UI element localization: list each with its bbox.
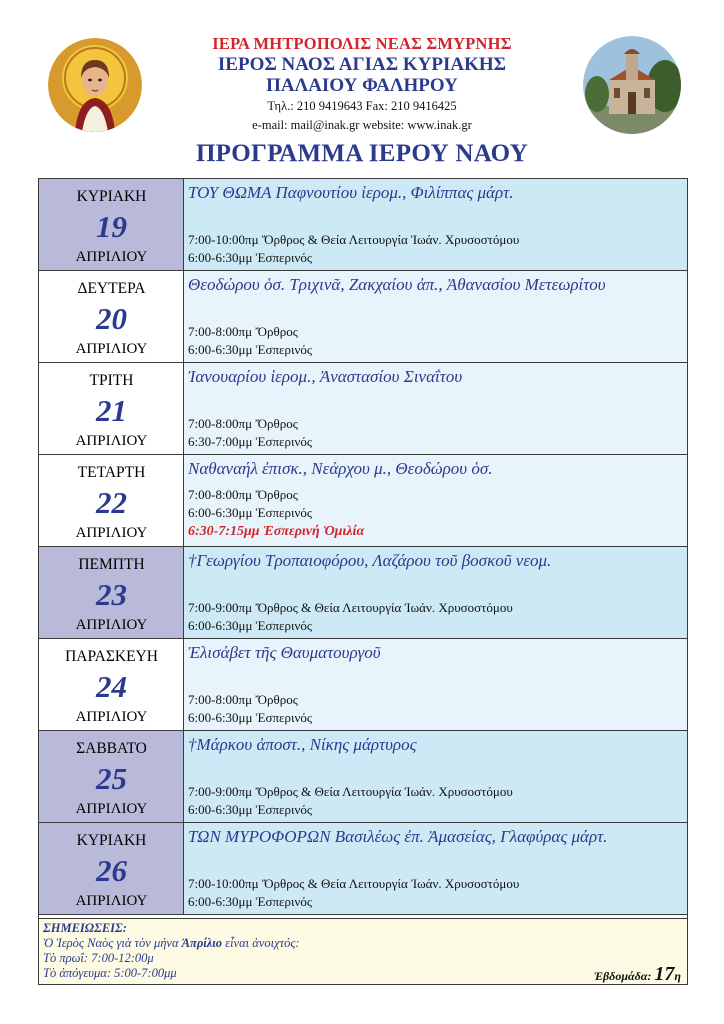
service-line: 6:00-6:30μμ Ἑσπερινός	[188, 710, 313, 725]
day-number: 24	[96, 669, 127, 704]
program-title: ΠΡΟΓΡΑΜΜΑ ΙΕΡΟΥ ΝΑΟΥ	[195, 140, 529, 167]
service-line: 7:00-10:00πμ Ὄρθρος & Θεία Λειτουργία Ἰωάν. Χρυσοστόμου	[188, 876, 520, 891]
day-name: ΤΡΙΤΗ	[89, 372, 134, 389]
notes-month: Ἀπρίλιο	[181, 936, 223, 950]
date-cell	[39, 455, 184, 546]
service-line: 6:30-7:00μμ Ἑσπερινός	[188, 434, 313, 449]
day-name: ΤΕΤΑΡΤΗ	[77, 464, 146, 481]
month-name: ΑΠΡΙΛΙΟΥ	[75, 525, 148, 541]
date-cell	[39, 547, 184, 638]
day-name: ΠΕΜΠΤΗ	[78, 556, 145, 573]
day-content	[184, 639, 687, 730]
notes-morning-hours: Τὸ πρωΐ: 7:00-12:00μ	[43, 951, 154, 965]
saints-of-day: ΤΟΥ ΘΩΜΑ Παφνουτίου ἱερομ., Φιλίππας μάρτ.	[188, 183, 514, 202]
service-line: 7:00-8:00πμ Ὄρθρος	[188, 692, 298, 707]
service-line: 7:00-9:00πμ Ὄρθρος & Θεία Λειτουργία Ἰωάν. Χρυσοστόμου	[188, 600, 513, 615]
special-event: 6:30-7:15μμ Ἑσπερινή Ὁμιλία	[188, 524, 365, 539]
service-line: 6:00-6:30μμ Ἑσπερινός	[188, 250, 313, 265]
saints-of-day: †Γεωργίου Τροπαιοφόρου, Λαζάρου τοῦ βοσκοῦ νεομ.	[188, 551, 552, 570]
month-name: ΑΠΡΙΛΙΟΥ	[75, 249, 148, 265]
date-cell	[39, 179, 184, 270]
service-line: 7:00-10:00πμ Ὄρθρος & Θεία Λειτουργία Ἰωάν. Χρυσοστόμου	[188, 232, 520, 247]
day-number: 21	[96, 393, 127, 428]
day-name: ΔΕΥΤΕΡΑ	[77, 280, 146, 297]
service-line: 7:00-8:00πμ Ὄρθρος	[188, 324, 298, 339]
week-number	[594, 963, 681, 986]
notes-opening-text-c: εἶναι ἀνοιχτός:	[222, 936, 300, 950]
saints-of-day: Ναθαναήλ ἐπισκ., Νεάρχου μ., Θεοδώρου ὁσ.	[188, 459, 493, 478]
day-content	[184, 547, 687, 638]
day-number: 25	[96, 761, 127, 796]
date-cell	[39, 271, 184, 362]
saints-of-day: Ἰανουαρίου ἱερομ., Ἀναστασίου Σιναΐτου	[188, 367, 463, 386]
service-line: 6:00-6:30μμ Ἑσπερινός	[188, 894, 313, 909]
day-name: ΠΑΡΑΣΚΕΥΗ	[65, 648, 158, 665]
date-cell	[39, 363, 184, 454]
day-content	[184, 823, 687, 914]
week-value: 17	[654, 963, 675, 985]
month-name: ΑΠΡΙΛΙΟΥ	[75, 893, 148, 909]
day-content	[184, 179, 687, 270]
table-row	[39, 547, 687, 639]
month-name: ΑΠΡΙΛΙΟΥ	[75, 433, 148, 449]
notes-opening-line	[43, 936, 300, 951]
service-line: 6:00-6:30μμ Ἑσπερινός	[188, 505, 313, 520]
saints-of-day: Ἐλισάβετ τῆς Θαυματουργοῦ	[188, 643, 381, 662]
service-line: 6:00-6:30μμ Ἑσπερινός	[188, 618, 313, 633]
table-row	[39, 639, 687, 731]
church-name: ΙΕΡΟΣ ΝΑΟΣ ΑΓΙΑΣ ΚΥΡΙΑΚΗΣ	[217, 54, 507, 75]
date-cell	[39, 639, 184, 730]
church-photo-icon	[583, 36, 681, 134]
notes-afternoon-hours: Τὸ ἀπόγευμα: 5:00-7:00μμ	[43, 966, 177, 980]
email-website: e-mail: mail@inak.gr website: www.inak.gr	[252, 118, 472, 132]
notes-box	[38, 918, 688, 985]
day-content	[184, 363, 687, 454]
table-row	[39, 271, 687, 363]
table-row	[39, 455, 687, 547]
date-cell	[39, 731, 184, 822]
metropolis-name: ΙΕΡΑ ΜΗΤΡΟΠΟΛΙΣ ΝΕΑΣ ΣΜΥΡΝΗΣ	[212, 34, 512, 53]
saints-of-day: †Μάρκου ἀποστ., Νίκης μάρτυρος	[188, 735, 417, 754]
phone-fax: Τηλ.: 210 9419643 Fax: 210 9416425	[267, 99, 457, 113]
table-row	[39, 179, 687, 271]
service-line: 6:00-6:30μμ Ἑσπερινός	[188, 342, 313, 357]
day-content	[184, 731, 687, 822]
month-name: ΑΠΡΙΛΙΟΥ	[75, 341, 148, 357]
day-number: 23	[96, 577, 127, 612]
day-name: ΚΥΡΙΑΚΗ	[76, 188, 147, 205]
saint-kyriaki-icon	[48, 38, 142, 132]
day-content	[184, 455, 687, 546]
day-number: 26	[96, 853, 127, 888]
church-location: ΠΑΛΑΙΟΥ ΦΑΛΗΡΟΥ	[266, 75, 458, 96]
month-name: ΑΠΡΙΛΙΟΥ	[75, 801, 148, 817]
month-name: ΑΠΡΙΛΙΟΥ	[75, 617, 148, 633]
service-line: 7:00-8:00πμ Ὄρθρος	[188, 487, 298, 502]
week-label: Ἑβδομάδα:	[593, 969, 652, 983]
service-line: 6:00-6:30μμ Ἑσπερινός	[188, 802, 313, 817]
date-cell	[39, 823, 184, 914]
day-name: ΣΑΒΒΑΤΟ	[76, 740, 147, 757]
day-number: 20	[96, 301, 127, 336]
saints-of-day: ΤΩΝ ΜΥΡΟΦΟΡΩΝ Βασιλέως ἐπ. Ἀμασείας, Γλαφύρας μάρτ.	[188, 827, 608, 846]
notes-opening-text-a: Ὁ Ἱερὸς Ναὸς γιὰ τὸν μήνα	[43, 936, 182, 950]
saints-of-day: Θεοδώρου ὁσ. Τριχινᾶ, Ζακχαίου ἀπ., Ἀθανασίου Μετεωρίτου	[188, 275, 606, 294]
table-row	[39, 823, 687, 915]
month-name: ΑΠΡΙΛΙΟΥ	[75, 709, 148, 725]
day-number: 19	[96, 209, 127, 244]
day-name: ΚΥΡΙΑΚΗ	[76, 832, 147, 849]
schedule-table	[38, 178, 688, 983]
service-line: 7:00-9:00πμ Ὄρθρος & Θεία Λειτουργία Ἰωάν. Χρυσοστόμου	[188, 784, 513, 799]
service-line: 7:00-8:00πμ Ὄρθρος	[188, 416, 298, 431]
week-suffix: η	[674, 969, 681, 983]
table-row	[39, 363, 687, 455]
notes-title: ΣΗΜΕΙΩΣΕΙΣ:	[43, 921, 127, 935]
day-number: 22	[96, 485, 127, 520]
table-row	[39, 731, 687, 823]
day-content	[184, 271, 687, 362]
